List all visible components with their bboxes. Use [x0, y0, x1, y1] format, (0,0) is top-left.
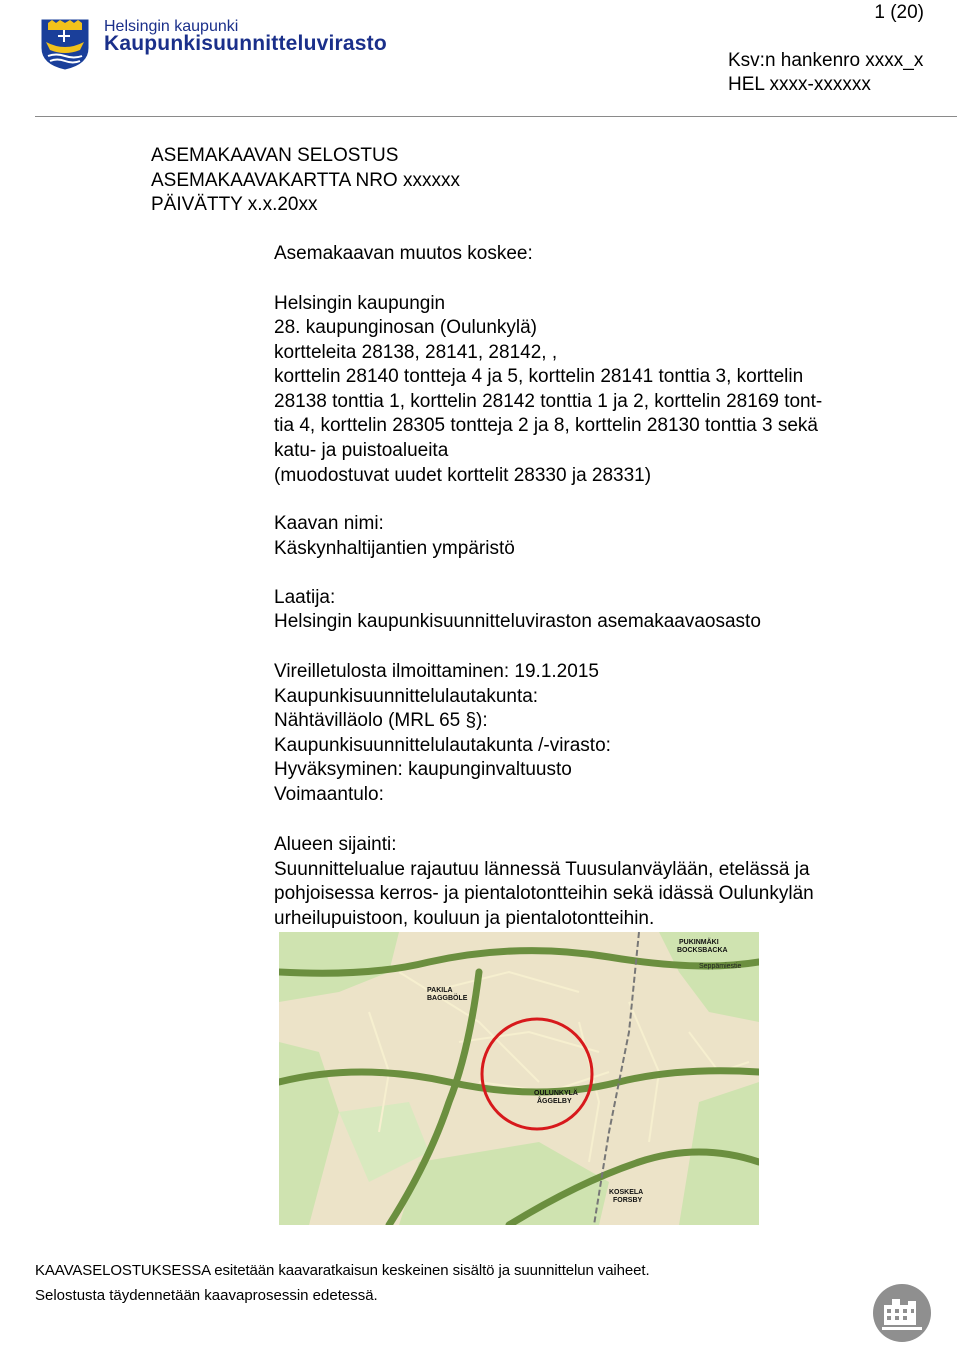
concerns-line: (muodostuvat uudet korttelit 28330 ja 28331) — [274, 465, 652, 486]
process-line: Vireilletulosta ilmoittaminen: 19.1.2015 — [274, 661, 599, 682]
location-label: Alueen sijainti: — [274, 834, 397, 855]
map-label-aggelby: ÅGGELBY — [537, 1098, 572, 1105]
concerns-line: kortteleita 28138, 28141, 28142, , — [274, 342, 558, 363]
location-map-graphic — [279, 932, 759, 1225]
plan-name: Käskynhaltijantien ympäristö — [274, 538, 515, 559]
header-divider — [35, 116, 957, 117]
document-date: PÄIVÄTTY x.x.20xx — [151, 194, 318, 215]
process-line: Kaupunkisuunnittelulautakunta: — [274, 686, 539, 707]
document-title-1: ASEMAKAAVAN SELOSTUS — [151, 145, 399, 166]
helsinki-crest-icon — [40, 18, 90, 70]
city-building-stamp-icon — [872, 1283, 932, 1343]
map-label-baggbole: BAGGBÖLE — [427, 995, 468, 1002]
map-label-oulunkyla: OULUNKYLÄ — [534, 1090, 578, 1097]
author-label: Laatija: — [274, 587, 336, 608]
org-logo — [40, 18, 430, 76]
concerns-line: katu- ja puistoalueita — [274, 440, 449, 461]
concerns-heading: Asemakaavan muutos koskee: — [274, 243, 533, 264]
process-line: Kaupunkisuunnittelulautakunta /-virasto: — [274, 735, 611, 756]
location-line: urheilupuistoon, kouluun ja pientalotontteihin. — [274, 908, 655, 929]
footer-note-2: Selostusta täydennetään kaavaprosessin edetessä. — [35, 1287, 378, 1304]
map-label-pukinmaki: PUKINMÄKI — [679, 939, 719, 946]
org-name-line1: Helsingin kaupunki — [104, 18, 239, 35]
process-line: Voimaantulo: — [274, 784, 384, 805]
concerns-line: 28138 tonttia 1, korttelin 28142 tonttia 1 ja 2, korttelin 28169 tont- — [274, 391, 823, 412]
concerns-line: tia 4, korttelin 28305 tontteja 2 ja 8, korttelin 28130 tonttia 3 sekä — [274, 415, 818, 436]
map-label-pakila: PAKILA — [427, 987, 453, 994]
location-map — [279, 932, 759, 1225]
page-number: 1 (20) — [874, 2, 924, 23]
location-line: Suunnittelualue rajautuu lännessä Tuusulanväylään, etelässä ja — [274, 859, 810, 880]
location-line: pohjoisessa kerros- ja pientalotontteihin sekä idässä Oulunkylän — [274, 883, 814, 904]
document-title-2: ASEMAKAAVAKARTTA NRO xxxxxx — [151, 170, 460, 191]
org-name-line2: Kaupunkisuunnitteluvirasto — [104, 32, 387, 55]
project-number: Ksv:n hankenro xxxx_x — [728, 50, 924, 71]
process-line: Hyväksyminen: kaupunginvaltuusto — [274, 759, 572, 780]
plan-name-label: Kaavan nimi: — [274, 513, 384, 534]
map-label-koskela: KOSKELA — [609, 1189, 644, 1196]
concerns-line: Helsingin kaupungin — [274, 293, 446, 314]
process-line: Nähtävilläolo (MRL 65 §): — [274, 710, 488, 731]
hel-reference: HEL xxxx-xxxxxx — [728, 74, 871, 95]
author: Helsingin kaupunkisuunnitteluviraston asemakaavaosasto — [274, 611, 761, 632]
map-label-forsby: FORSBY — [613, 1197, 643, 1204]
map-label-seppamies: Seppämiestie — [699, 963, 742, 970]
footer-note-1: KAAVASELOSTUKSESSA esitetään kaavaratkaisun keskeinen sisältö ja suunnittelun vaiheet. — [35, 1262, 650, 1279]
concerns-line: korttelin 28140 tontteja 4 ja 5, korttelin 28141 tonttia 3, korttelin — [274, 366, 804, 387]
map-label-bocksbacka: BOCKSBACKA — [677, 947, 728, 954]
concerns-line: 28. kaupunginosan (Oulunkylä) — [274, 317, 538, 338]
